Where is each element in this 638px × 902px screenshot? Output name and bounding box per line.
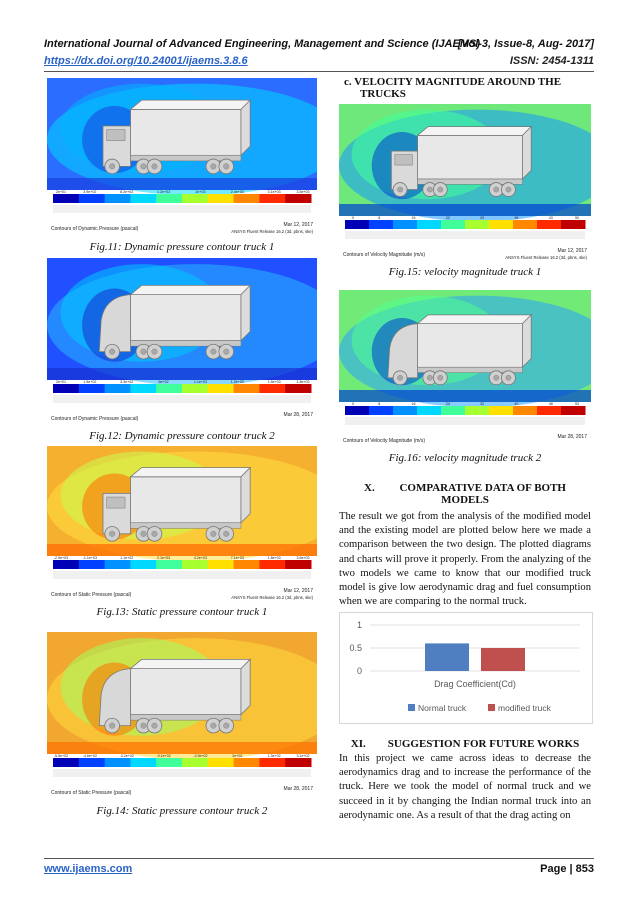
legend-swatch (79, 560, 105, 569)
header-rule (44, 71, 594, 72)
legend-swatch (234, 194, 260, 203)
figure-11 (47, 78, 317, 238)
legend-swatch (234, 384, 260, 393)
drag-coefficient-chart (339, 612, 593, 724)
legend-tick-label: 2e+01 (55, 380, 67, 384)
legend-swatch (489, 220, 514, 229)
legend-swatch (234, 560, 260, 569)
plot-date: Mar 12, 2017 (283, 222, 313, 228)
legend-swatch (285, 758, 311, 767)
truck-hub (494, 375, 499, 380)
website-link[interactable]: www.ijaems.com (44, 863, 133, 875)
legend-tick-label: 1.1e+02 (120, 556, 134, 560)
y-tick-label: 0 (356, 666, 362, 676)
truck-hub (141, 164, 147, 170)
legend-swatch (156, 560, 182, 569)
truck-trailer (131, 669, 241, 715)
heading-line: TRUCKS (360, 88, 406, 100)
legend-swatch (537, 406, 562, 415)
legend-tick-label: 1.1e+03 (193, 380, 207, 384)
figure-caption: Fig.11: Dynamic pressure contour truck 1 (89, 241, 275, 253)
legend-swatch (259, 560, 285, 569)
truck-hub (506, 187, 511, 192)
legend-tick-label: 8 (378, 402, 381, 406)
truck-hub (152, 531, 158, 537)
legend-tick-label: 1.2e+03 (157, 190, 171, 194)
truck-window (107, 497, 125, 508)
legend-title: Contours of Velocity Magnitude (m/s) (343, 252, 425, 258)
page-number: Page | 853 (540, 863, 594, 875)
truck-hub (438, 187, 443, 192)
truck-trailer-top (131, 285, 251, 294)
truck-trailer (131, 109, 241, 155)
truck-trailer-top (131, 659, 251, 668)
running-header (44, 38, 594, 50)
truck-trailer (418, 324, 523, 368)
legend-swatch (53, 560, 79, 569)
legend-tick-label: 40 (514, 402, 519, 406)
truck-window (107, 130, 125, 141)
legend-tick-label: 0 (352, 402, 354, 406)
cfd-contour-plot (339, 290, 591, 450)
truck-hub (223, 531, 229, 537)
legend-swatch (345, 406, 370, 415)
section-c-heading (344, 76, 561, 100)
legend-swatch (53, 384, 79, 393)
legend-swatch (156, 194, 182, 203)
figure-15 (339, 104, 591, 264)
plot-date: Mar 28, 2017 (283, 412, 313, 418)
legend-tick-label: 7.1e+03 (230, 556, 244, 560)
ground-band (339, 204, 591, 216)
legend-swatch (513, 220, 538, 229)
legend-swatch (393, 406, 418, 415)
legend-swatch (441, 220, 466, 229)
truck-hub (494, 187, 499, 192)
truck-hub (211, 531, 217, 537)
legend-swatch (234, 758, 260, 767)
legend-tick-label: 32 (480, 402, 485, 406)
truck-hub (152, 723, 158, 729)
figure-caption: Fig.15: velocity magnitude truck 1 (388, 266, 542, 278)
section-x-heading (339, 482, 591, 506)
legend-tick-label: 3.6e+03 (296, 556, 310, 560)
figure-14 (47, 632, 317, 802)
ground-band (47, 368, 317, 380)
figure-caption: Fig.14: Static pressure contour truck 2 (96, 805, 268, 817)
truck-hub (109, 349, 115, 355)
legend-tick-label: 43 (548, 216, 553, 220)
legend-swatch (53, 194, 79, 203)
legend-strip (53, 769, 311, 777)
doi-link[interactable]: https://dx.doi.org/10.24001/ijaems.3.8.6 (44, 55, 248, 67)
legend-swatch (130, 384, 156, 393)
legend-tick-label: 48 (548, 402, 553, 406)
y-tick-label: 0.5 (349, 643, 362, 653)
ground-band (339, 390, 591, 402)
ground-band (47, 742, 317, 754)
legend-swatch (208, 194, 234, 203)
legend-swatch (259, 758, 285, 767)
legend-swatch (105, 194, 131, 203)
legend-tick-label: 1.8e+03 (296, 380, 310, 384)
legend-tick-label: 8 (378, 216, 381, 220)
legend-swatch (130, 194, 156, 203)
y-tick-label: 1 (356, 620, 362, 630)
legend-strip (345, 417, 585, 425)
legend-swatch (130, 560, 156, 569)
heading-line: MODELS (441, 494, 489, 506)
figure-13 (47, 446, 317, 604)
legend-swatch (561, 406, 586, 415)
legend-swatch (465, 220, 490, 229)
legend-tick-label: 0 (352, 216, 354, 220)
legend-tick-label: 8.2e+02 (120, 190, 134, 194)
plot-date: Mar 12, 2017 (283, 588, 313, 594)
bar-normal-truck (425, 643, 469, 671)
truck-hub (397, 375, 402, 380)
legend-tick-label: 2.1e+03 (157, 556, 171, 560)
cfd-contour-plot (47, 258, 317, 428)
legend-tick-label: 2.4e+03 (230, 190, 244, 194)
legend-swatch (156, 384, 182, 393)
legend-strip (345, 231, 585, 239)
legend-swatch (369, 220, 394, 229)
cfd-contour-plot (339, 104, 591, 264)
heading-line: X. COMPARATIVE DATA OF BOTH (364, 482, 566, 494)
truck-hub (152, 164, 158, 170)
legend-tick-label: -5.5e+02 (53, 754, 69, 758)
legend-tick-label: 22 (445, 216, 450, 220)
legend-tick-label: 3.1e+02 (296, 754, 310, 758)
legend-label: modified truck (498, 703, 551, 713)
truck-hub (109, 164, 115, 170)
truck-hub (427, 187, 432, 192)
running-header-line2 (44, 55, 594, 67)
legend-swatch (488, 704, 495, 711)
legend-tick-label: -3.9e+02 (193, 754, 208, 758)
cfd-contour-plot (47, 78, 317, 238)
legend-swatch (441, 406, 466, 415)
truck-trailer (131, 477, 241, 523)
legend-title: Contours of Dynamic Pressure (pascal) (51, 416, 139, 422)
page-footer (44, 863, 594, 875)
truck-trailer-top (131, 100, 251, 109)
legend-swatch (105, 384, 131, 393)
legend-tick-label: -2.9e+03 (53, 556, 69, 560)
legend-tick-label: 1.5e+02 (83, 380, 97, 384)
truck-hub (223, 723, 229, 729)
legend-tick-label: 29 (480, 216, 485, 220)
truck-trailer-side (522, 315, 531, 367)
legend-swatch (513, 406, 538, 415)
chart-svg (340, 613, 592, 723)
legend-swatch (182, 384, 208, 393)
legend-tick-label: -3.2e+02 (119, 754, 134, 758)
figure-caption: Fig.16: velocity magnitude truck 2 (388, 452, 542, 464)
truck-window (395, 155, 412, 165)
figure-12 (47, 258, 317, 428)
legend-title: Contours of Dynamic Pressure (pascal) (51, 226, 139, 232)
cfd-contour-plot (47, 632, 317, 802)
legend-tick-label: 1.8e+03 (267, 556, 281, 560)
legend-tick-label: 3.1e+03 (267, 190, 281, 194)
journal-name: International Journal of Advanced Engineering, Management and Science (IJAEMS) (44, 38, 481, 50)
figure-caption: Fig.12: Dynamic pressure contour truck 2 (89, 430, 275, 442)
legend-swatch (393, 220, 418, 229)
truck-hub (397, 187, 402, 192)
truck-hub (223, 164, 229, 170)
legend-tick-label: 50 (575, 216, 579, 220)
legend-swatch (285, 560, 311, 569)
legend-swatch (79, 758, 105, 767)
legend-swatch (130, 758, 156, 767)
legend-swatch (537, 220, 562, 229)
legend-swatch (182, 560, 208, 569)
truck-trailer (131, 295, 241, 341)
legend-tick-label: -1.1e+03 (82, 556, 98, 560)
legend-swatch (208, 384, 234, 393)
legend-tick-label: 2e+01 (55, 190, 67, 194)
truck-trailer (418, 135, 523, 179)
legend-swatch (79, 194, 105, 203)
truck-trailer-side (241, 659, 250, 714)
truck-trailer-side (241, 285, 250, 340)
truck-hub (427, 375, 432, 380)
software-label: ANSYS Fluent Release 16.2 (3d, pbns, ske) (231, 595, 313, 600)
legend-tick-label: -9.1e+02 (156, 754, 171, 758)
legend-swatch (208, 758, 234, 767)
legend-swatch (408, 704, 415, 711)
legend-tick-label: 1.5e+03 (267, 380, 281, 384)
truck-trailer-top (418, 127, 532, 136)
truck-trailer-side (241, 100, 250, 155)
issn: ISSN: 2454-1311 (509, 55, 594, 67)
plot-date: Mar 28, 2017 (557, 434, 587, 440)
truck-hub (109, 531, 115, 537)
legend-tick-label: 2e+03 (195, 190, 206, 194)
truck-trailer-top (131, 468, 251, 477)
truck-hub (211, 723, 217, 729)
ground-band (47, 178, 317, 190)
legend-tick-label: 53 (575, 402, 579, 406)
truck-hub (141, 723, 147, 729)
x-category-label: Drag Coefficient(Cd) (434, 679, 516, 689)
truck-hub (152, 349, 158, 355)
section-xi-body: In this project we came across ideas to decrease the aerodynamics drag and to increase the performance of the truck. Here we took the model of normal truck and we succeed in it by changing the Indian normal truck into an aerodynamic one. As a result of that the drag acting on (339, 753, 591, 821)
heading-line: c. VELOCITY MAGNITUDE AROUND THE (344, 76, 562, 88)
legend-swatch (561, 220, 586, 229)
legend-tick-label: 1.3e+03 (230, 380, 244, 384)
legend-strip (53, 205, 311, 213)
legend-swatch (285, 384, 311, 393)
truck-hub (141, 531, 147, 537)
truck-hub (223, 349, 229, 355)
truck-trailer-top (418, 315, 532, 324)
truck-hub (438, 375, 443, 380)
legend-tick-label: 24 (445, 402, 450, 406)
legend-tick-label: 4.2e+03 (193, 556, 207, 560)
legend-title: Contours of Static Pressure (pascal) (51, 592, 132, 598)
legend-swatch (105, 560, 131, 569)
section-x-body: The result we got from the analysis of the modified model and the existing model are plotted below here we made a comparison between the two design. The plotted diagrams and charts will prove it properly. From the analyzing of the two models we came to know that our modified truck model is give low aerodynamic drag and fuel consumption when we are comparing to the normal truck. (339, 511, 591, 608)
legend-swatch (156, 758, 182, 767)
legend-swatch (105, 758, 131, 767)
legend-tick-label: -4.6e+02 (82, 754, 98, 758)
legend-tick-label: 3.3e+02 (120, 380, 134, 384)
legend-swatch (79, 384, 105, 393)
legend-strip (53, 571, 311, 579)
cfd-contour-plot (47, 446, 317, 604)
legend-swatch (285, 194, 311, 203)
section-xi-heading: XI. SUGGESTION FOR FUTURE WORKS (350, 738, 580, 750)
figure-16 (339, 290, 591, 450)
truck-hub (141, 349, 147, 355)
legend-swatch (182, 194, 208, 203)
footer-rule (44, 858, 594, 859)
ground-band (47, 544, 317, 556)
legend-swatch (53, 758, 79, 767)
truck-hub (109, 723, 115, 729)
legend-tick-label: 1.3e+02 (267, 754, 281, 758)
legend-swatch (489, 406, 514, 415)
legend-swatch (259, 384, 285, 393)
legend-tick-label: 3.5e+03 (296, 190, 310, 194)
volume-issue: [Vol-3, Issue-8, Aug- 2017] (457, 38, 594, 50)
legend-swatch (345, 220, 370, 229)
software-label: ANSYS Fluent Release 16.2 (3d, pbns, ske) (231, 229, 313, 234)
bar-modified-truck (481, 648, 525, 671)
legend-strip (53, 395, 311, 403)
plot-date: Mar 12, 2017 (557, 248, 587, 254)
legend-swatch (259, 194, 285, 203)
figure-caption: Fig.13: Static pressure contour truck 1 (96, 606, 268, 618)
plot-date: Mar 28, 2017 (283, 786, 313, 792)
legend-tick-label: 36 (514, 216, 519, 220)
truck-hub (211, 164, 217, 170)
truck-hub (211, 349, 217, 355)
legend-swatch (208, 560, 234, 569)
legend-swatch (417, 406, 442, 415)
truck-trailer-side (241, 468, 250, 523)
legend-title: Contours of Static Pressure (pascal) (51, 790, 132, 796)
software-label: ANSYS Fluent Release 16.2 (3d, pbns, ske) (505, 255, 587, 260)
legend-tick-label: 15 (411, 216, 416, 220)
legend-tick-label: 3.9e+02 (83, 190, 97, 194)
legend-swatch (465, 406, 490, 415)
legend-swatch (417, 220, 442, 229)
truck-hub (506, 375, 511, 380)
legend-tick-label: 2e+02 (232, 754, 243, 758)
legend-title: Contours of Velocity Magnitude (m/s) (343, 438, 425, 444)
legend-tick-label: 6e+02 (158, 380, 169, 384)
legend-tick-label: 16 (411, 402, 416, 406)
truck-trailer-side (522, 127, 531, 179)
legend-swatch (182, 758, 208, 767)
legend-label: Normal truck (418, 703, 467, 713)
legend-swatch (369, 406, 394, 415)
